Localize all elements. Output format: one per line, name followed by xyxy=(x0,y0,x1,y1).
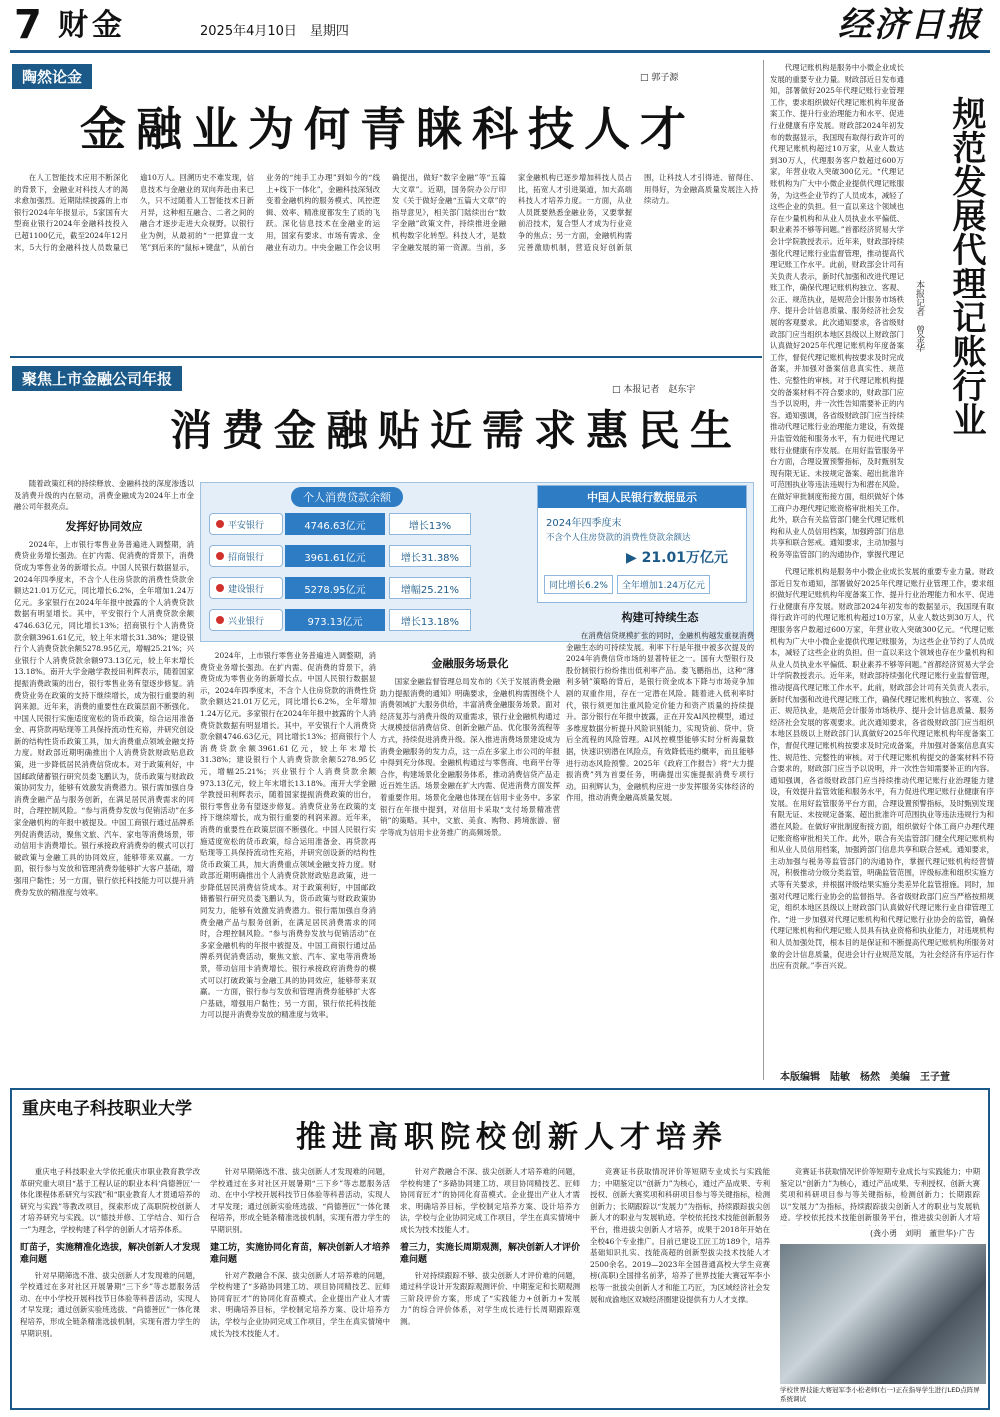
article1-rule xyxy=(10,356,762,358)
ad-school-name: 重庆电子科技职业大学 xyxy=(22,1099,192,1119)
pboc-value: ▶ 21.01万亿元 xyxy=(626,550,728,566)
column-divider xyxy=(763,60,764,1080)
header-rule xyxy=(10,50,990,53)
bank-row xyxy=(209,575,479,601)
section-name: 财金 xyxy=(58,8,126,43)
bank-row xyxy=(209,511,479,537)
bank-growth: 增幅25.21% xyxy=(389,577,471,599)
pboc-annual: 全年增加1.24万亿元 xyxy=(617,575,710,594)
subhead-synergy: 发挥好协同效应 xyxy=(65,519,143,533)
ad-col1: 重庆电子科技职业大学依托重庆市职业教育教学改革研究重大项目“基于工程认证的职业本科‘尚德善匠’一体化课程体系研究与实践”和“职业教育人才贯通培养的研究与实践”等教改项目，探索形成了高职院校创新人才培养研究与实践。以“德技并修、工学结合、知行合一”为理念，学校构建了科学的创新人才培养体系。 盯苗子，实施精准化选拔，解决创新人才发现难问题 针对早期筛选不准、拔尖创新人才发现难的问题，学校通过在多对社区开展暑期“三下乡”等志愿服务活动、在中小学校开展科技节日体验等科普活动，实现人才早发现；通过创新实验班选拔、“尚德善匠”一体化课程培养，形成全链条精准选拔机制，实现有潜力学生的早期识别。 xyxy=(20,1167,200,1338)
ad-col4: 竞赛证书获取情况评价等短期专业成长与实践能力；中期鉴定以“创新力”为核心，通过产品成果、专利授权、创新大赛奖项和科研项目参与等关键指标，检测创新力；长期跟踪以“发展力”为指标，持续跟踪拔尖创新人才的职业与发展轨迹。学校依托技术技能创新服务平台，推进拔尖创新人才培养，成果于2018年开始在全校46个专业推广。目前已建设工匠工坊189个，培养基础知识扎实、技能高超的创新型拔尖技术技能人才2500余名。2019—2023年全国普通高校大学生竞赛榜(高职)全国排名前茅，培养了世界技能大赛冠军李小松等一批拔尖创新人才和能工巧匠，为区域经济社会发展和成渝地区双城经济圈建设提供有力人才支撑。 xyxy=(590,1167,770,1304)
article3-body-bottom: 代理记账机构是服务中小微企业成长发展的重要专业力量。财政部近日发布通知，部署做好2025年代理记账行业管理工作，要求组织做好代理记账机构年度备案工作、提升行业治理能力和水平、促进行业健康有序发展。财政部2024年初发布的数据显示，我国现有取得行政许可的代理记账机构超过10万家，从业人数达到30万人，代理服务客户数超过600万家，年营业收入突破300亿元。“代理记账机构为广大中小微企业提供代理记账服务，为这些企业节约了人员成本，减轻了这些企业的负担。但一直以来这个领域也存在少量机构和从业人员执业水平偏低、职业素养不够等问题。”首都经济贸易大学会计学院教授表示。近年来，财政部持续强化代理记账行业监督管理，推动提高代理记账工作水平。此前，财政部会计司有关负责人表示，新时代加强和改进代理记账工作，确保代理记账机构独立、客观、公正、规范执业，是规范会计服务市场秩序、提升会计信息质量、服务经济社会发展的客观要求。此次通知要求，各省级财政部门应当组织本地区县级以上财政部门认真做好2025年代理记账机构年度备案工作，督促代理记账机构按要求及时完成备案，并加强对备案信息真实性、规范性、完整性的审核。对于代理记账机构提交的备案材料不符合要求的，财政部门应当予以说明，并一次性告知需要补正的内容。通知强调，各省级财政部门应当持续推动代理记账行业治理能力建设，有效提升监管效能和服务水平，有力促进代理记账行业健康有序发展。在用好监管服务平台方面，合理设置预警指标，及时甄别发现有限无证、未按规定备案、超出批准许可范围执业等违法违规行为和潜在风险。在做好审批制度衔接方面，组织做好个体工商户办理代理记账资格审批相关工作。此外，联合有关监管部门健全代理记账机构和从业人员信用档案，加强跨部门信息共享和联合惩戒。通知要求，主动加强与税务等监管部门的沟通协作，掌握代理记账机构经营情况，积极推动分级分类监管，明确监管范围，评级标准和组织实施方式等有关要求，并根据评级结果实施分类差异化监管措施。同时，加强对代理记账行业协会的监督指导。各省级财政部门应当严格按照规定，组织本地区县级以上财政部门认真做好代理记账行业自律管理工作。“进一步加强对代理记账机构和代理记账行业协会的监管，确保代理记账机构和代理记账人员具有执业资格和执业能力，对违规机构和人员加强处罚，根本目的是保证和不断提高代理记账机构所服务对象的会计信息质量，促进会计行业规范发展，为社会经济有序运行作出应有贡献。”李百兴说。 xyxy=(770,567,994,971)
bank-logo-icon xyxy=(216,584,224,592)
subhead-scenario: 金融服务场景化 xyxy=(431,657,509,670)
bank-badge: 兴业银行 xyxy=(209,609,283,631)
article3-byline: 本报记者 曾金华 xyxy=(914,280,924,352)
page-number: 7 xyxy=(14,2,42,48)
infographic-left-title: 个人消费贷款余额 xyxy=(291,487,403,507)
article3-title: 规范发展代理记账行业 xyxy=(946,96,986,436)
bank-row xyxy=(209,543,479,569)
ad-photo xyxy=(780,1244,986,1384)
bank-logo-icon xyxy=(216,520,224,528)
bank-logo-icon xyxy=(216,616,224,624)
issue-date: 2025年4月10日 星期四 xyxy=(200,24,349,39)
pboc-desc2: 不含个人住房贷款的消费性贷款余额达 xyxy=(546,533,691,543)
pboc-desc1: 2024年四季度末 xyxy=(546,518,622,529)
pboc-yoy: 同比增长6.2% xyxy=(544,575,613,594)
ad-subhead-3: 着三力，实施长周期观测，解决创新人才评价难问题 xyxy=(400,1242,580,1265)
article1-byline: □ 郭子源 xyxy=(640,73,679,83)
bank-list xyxy=(209,511,479,633)
ad-col2: 针对早期筛选不准、拔尖创新人才发现难的问题，学校通过在多对社区开展暑期“三下乡”等志愿服务活动、在中小学校开展科技节日体验等科普活动，实现人才早发现；通过创新实验班选拔、“尚德善匠”一体化课程培养，形成全链条精准选拔机制，实现有潜力学生的早期识别。 建工坊，实施协同化育苗，解决创新人才培养难问题 针对产教融合不深、拔尖创新人才培养难的问题，学校构建了“多路协同建工坊、项目协同精技艺、匠师协同育匠才”的协同化育苗模式。企业提出产业人才需求、明确培养目标，学校制定培养方案、设计培养方法，学校与企业协同完成工作项目，学生在真实情境中成长为技术技能人才。 xyxy=(210,1167,390,1338)
pboc-title: 中国人民银行数据显示 xyxy=(538,486,746,508)
article3-body-top: 代理记账机构是服务中小微企业成长发展的重要专业力量。财政部近日发布通知，部署做好2025年代理记账行业管理工作，要求组织做好代理记账机构年度备案工作、提升行业治理能力和水平、促进行业健康有序发展。财政部2024年初发布的数据显示，我国现有取得行政许可的代理记账机构超过10万家，从业人数达到30万人，代理服务客户数超过600万家，年营业收入突破300亿元。“代理记账机构为广大中小微企业提供代理记账服务，为这些企业节约了人员成本，减轻了这些企业的负担。但一直以来这个领域也存在少量机构和从业人员执业水平偏低、职业素养不够等问题。”首都经济贸易大学会计学院教授表示。近年来，财政部持续强化代理记账行业监督管理，推动提高代理记账工作水平。此前，财政部会计司有关负责人表示，新时代加强和改进代理记账工作，确保代理记账机构独立、客观、公正、规范执业，是规范会计服务市场秩序、提升会计信息质量、服务经济社会发展的客观要求。此次通知要求，各省级财政部门应当组织本地区县级以上财政部门认真做好2025年代理记账机构年度备案工作，督促代理记账机构按要求及时完成备案，并加强对备案信息真实性、规范性、完整性的审核。对于代理记账机构提交的备案材料不符合要求的，财政部门应当予以说明，并一次性告知需要补正的内容。通知强调，各省级财政部门应当持续推动代理记账行业治理能力建设，有效提升监管效能和服务水平，有力促进代理记账行业健康有序发展。在用好监管服务平台方面，合理设置预警指标，及时甄别发现有限无证、未按规定备案、超出批准许可范围执业等违法违规行为和潜在风险。在做好审批制度衔接方面，组织做好个体工商户办理代理记账资格审批相关工作。此外，联合有关监管部门健全代理记账机构和从业人员信用档案，加强跨部门信息共享和联合惩戒。通知要求，主动加强与税务等监管部门的沟通协作，掌握代理记 xyxy=(770,63,904,559)
bank-badge: 建设银行 xyxy=(209,577,283,599)
article1-title: 金融业为何青睐科技人才 xyxy=(80,102,696,156)
ad-credit: (龚小勇 刘明 董世华)·广告 xyxy=(870,1229,975,1238)
column-tag-annual-report: 聚焦上市金融公司年报 xyxy=(12,366,182,391)
article2-col1: 随着政策红利的持续释放、金融科技的深度渗透以及消费升级的内在驱动，消费金融成为2024年上市金融公司年报亮点。 发挥好协同效应 2024年，上市银行零售业务普遍进入调整期，消费贷业务增长强劲。在扩内需、促消费的背景下，消费贷成为零售业务的新增长点。中国人民银行数据显示，2024年四季度末，不含个人住房贷款的消费性贷款余额达21.01万亿元，同比增长6.2%，全年增加1.24万亿元。多家银行在2024年年报中披露的个人消费贷款数据有明显增长。其中，平安银行个人消费贷款余额4746.63亿元，同比增长13%；招商银行个人消费贷款余额3961.61亿元，较上年末增长31.38%；建设银行个人消费贷款余额5278.95亿元，增幅25.21%；兴业银行个人消费贷款余额973.13亿元，较上年末增长13.18%。南开大学金融学教授田利辉表示，随着国家提振消费政策的出台，银行零售业务有望逐步修复。消费贷业务在政策的支持下继续增长，成为银行重要的利润来源。近年来，消费的重要性在政策层面不断强化。中国人民银行实施适度宽松的货币政策，综合运用准备金、再贷款再贴现等工具保持流动性充裕，并研究创设新的结构性货币政策工具，加大消费重点领域金融支持力度。财政部近期明确推出个人消费贷款财政贴息政策，进一步降低居民消费信贷成本。对于政策利好，中国邮政储蓄银行研究员娄飞鹏认为，货币政策与财政政策协同发力，能够有效激发消费潜力。银行需加强自身消费金融产品与服务创新，在满足居民消费需求的同时，合理控制风险。“参与消费券发放与促销活动”在多家金融机构的年报中被提及。中国工商银行通过品牌系列促消费活动，聚焦文旅、汽车、家电等消费场景，带动信用卡消费增长。银行承接政府消费券的模式可以打破政策与金融工具的协同效应，能够带来双赢。一方面，银行参与发放和管理消费券能够扩大客户基础，增强用户黏性；另一方面，银行依托科技能力可以提升消费券发放的精准度与效率。 xyxy=(14,479,194,897)
bank-amount: 3961.61亿元 xyxy=(285,545,385,567)
bank-growth: 增长31.38% xyxy=(389,545,471,567)
article2-title: 消费金融贴近需求惠民生 xyxy=(170,406,743,455)
ad-photo-caption: 学校世界技能大赛冠军李小松老师(右一)正在指导学生进行LED点阵屏系统调试 xyxy=(780,1386,980,1403)
ad-col5: 竞赛证书获取情况评价等短期专业成长与实践能力；中期鉴定以“创新力”为核心，通过产品成果、专利授权、创新大赛奖项和科研项目参与等关键指标，检测创新力；长期跟踪以“发展力”为指标，持续跟踪拔尖创新人才的职业与发展轨迹。学校依托技术技能创新服务平台，推进拔尖创新人才培 xyxy=(780,1167,980,1223)
bank-amount: 5278.95亿元 xyxy=(285,577,385,599)
ad-col3: 针对产教融合不深、拔尖创新人才培养难的问题，学校构建了“多路协同建工坊、项目协同精技艺、匠师协同育匠才”的协同化育苗模式。企业提出产业人才需求、明确培养目标，学校制定培养方案、设计培养方法，学校与企业协同完成工作项目，学生在真实情境中成长为技术技能人才。 着三力，实施长周期观测，解决创新人才评价难问题 针对持续跟踪不够、拔尖创新人才评价难的问题，通过科学设计开发跟踪观测评价、中期鉴定和长期观测三阶段评价方案，形成了“实践能力+创新力+发展力”的综合评价体系，对学生成长进行长周期跟踪观测。 xyxy=(400,1167,580,1326)
column-tag-taoran: 陶然论金 xyxy=(12,64,92,89)
article2-col4: 构建可持续生态 在消费信贷规模扩张的同时，金融机构越发重视消费金融生态的可持续发展。利率下行是年报中被多次提及的2024年消费信贷市场的显著特征之一。国有大型银行及股份制银行纷纷推出低利率产品。娄飞鹏指出，这种“薄利多销”策略的背后，是银行资金成本下降与市场竞争加剧的双重作用，存在一定潜在风险。随着进入低利率时代，银行须更加注重风险定价能力和资产质量的持续提升。部分银行在年报中披露，正在开发AI风控模型，通过多维度数据分析提升风险识别能力，实现贷前、贷中、贷后全流程的风险管理。AI风控模型能够实时分析海量数据，快速识别潜在风险点，有效降低违约概率，而且能够进行动态风险预警。2025年《政府工作报告》将“大力提振消费”列为首要任务，明确提出实施提振消费专项行动。田利辉认为，金融机构应进一步发挥服务实体经济的作用，推动消费金融高质量发展。 xyxy=(566,611,754,803)
editors-credit: 本版编辑 陆敏 杨然 美编 王子萱 xyxy=(780,1072,950,1083)
article2-col3: 金融服务场景化 国家金融监督管理总局发布的《关于发展消费金融助力提振消费的通知》明确要求，金融机构需围绕个人消费领域扩大服务供给，丰富消费金融服务场景。面对经济复苏与消费升级的双重需求，银行业金融机构通过大规模授信消费信贷、创新金融产品、优化服务流程等方式，持续促进消费升级。深入推进消费场景建设成为消费金融服务的发力点，这一点在多家上市公司的年报中得到充分体现。金融机构通过与零售商、电商平台等合作，构建场景化金融服务体系，推动消费信贷产品走近百姓生活。场景金融在扩大内需、促进消费方面发挥着重要作用。场景化金融也体现在信用卡业务中。多家银行在年报中提到，对信用卡采取“支付场景精准营销”的策略。其中，文旅、美食、购物、跨境旅游、留学等成为信用卡业务推广的高频场景。 xyxy=(380,657,560,837)
ad-subhead-1: 盯苗子，实施精准化选拔，解决创新人才发现难问题 xyxy=(20,1242,200,1265)
bank-growth: 增长13% xyxy=(389,513,471,535)
bank-badge: 平安银行 xyxy=(209,513,283,535)
pboc-stats xyxy=(538,567,746,594)
newspaper-logo: 经济日报 xyxy=(838,5,982,45)
bank-growth: 增长13.18% xyxy=(389,609,471,631)
subhead-ecosystem: 构建可持续生态 xyxy=(621,611,699,624)
article2-col2: 2024年，上市银行零售业务普遍进入调整期，消费贷业务增长强劲。在扩内需、促消费的背景下，消费贷成为零售业务的新增长点。中国人民银行数据显示，2024年四季度末，不含个人住房贷款的消费性贷款余额达21.01万亿元，同比增长6.2%，全年增加1.24万亿元。多家银行在2024年年报中披露的个人消费贷款数据有明显增长。其中，平安银行个人消费贷款余额4746.63亿元，同比增长13%；招商银行个人消费贷款余额3961.61亿元，较上年末增长31.38%；建设银行个人消费贷款余额5278.95亿元，增幅25.21%；兴业银行个人消费贷款余额973.13亿元，较上年末增长13.18%。南开大学金融学教授田利辉表示，随着国家提振消费政策的出台，银行零售业务有望逐步修复。消费贷业务在政策的支持下继续增长，成为银行重要的利润来源。近年来，消费的重要性在政策层面不断强化。中国人民银行实施适度宽松的货币政策，综合运用准备金、再贷款再贴现等工具保持流动性充裕，并研究创设新的结构性货币政策工具，加大消费重点领域金融支持力度。财政部近期明确推出个人消费贷款财政贴息政策，进一步降低居民消费信贷成本。对于政策利好，中国邮政储蓄银行研究员娄飞鹏认为，货币政策与财政政策协同发力，能够有效激发消费潜力。银行需加强自身消费金融产品与服务创新，在满足居民消费需求的同时，合理控制风险。“参与消费券发放与促销活动”在多家金融机构的年报中被提及。中国工商银行通过品牌系列促消费活动，聚焦文旅、汽车、家电等消费场景，带动信用卡消费增长。银行承接政府消费券的模式可以打破政策与金融工具的协同效应，能够带来双赢。一方面，银行参与发放和管理消费券能够扩大客户基础，增强用户黏性；另一方面，银行依托科技能力可以提升消费券发放的精准度与效率。 xyxy=(200,651,376,1020)
article1-body: 在人工智能技术应用不断深化的背景下，金融业对科技人才的渴求愈加强烈。近期陆续披露的上市银行2024年年报显示，5家国有大型商业银行2024年金融科技投入已超1100亿元，截至2024年12月末，5大行的金融科技人员数量已逾10万人。回溯历史不难发现，信息技术与金融业的双向奔赴由来已久，只不过随着人工智能技术日新月异，这种相互融合、二者之间的融合才逐步走进大众视野。以银行业为例，从最初的“一把算盘一支笔”到后来的“鼠标+键盘”，从前台业务的“纯手工办理”到如今的“线上+线下一体化”，金融科技深刻改变着金融机构的服务模式、风控逻辑、效率、精准度都发生了质的飞跃。深化信息技术在金融业的运用，国家有要求、市场有需求、金融业有动力。中央金融工作会议明确提出，做好“数字金融”等“五篇大文章”。近期，国务院办公厅印发《关于做好金融“五篇大文章”的指导意见》，相关部门陆续出台“数字金融”政策文件，持续推进金融机构数字化转型。科技人才，是数字金融发展的第一资源。当前，多家金融机构已逐步增加科技人员占比，拓宽人才引进渠道，加大高端科技人才培养力度。一方面，从业人员既要熟悉金融业务，又要掌握前沿技术，复合型人才成为行业竞争的焦点；另一方面，金融机构需完善激励机制，营造良好创新氛围，让科技人才引得进、留得住、用得好，为金融高质量发展注入持续动力。 xyxy=(14,173,758,252)
bank-badge: 招商银行 xyxy=(209,545,283,567)
pboc-panel xyxy=(537,485,747,603)
bank-amount: 973.13亿元 xyxy=(285,609,385,631)
ad-subhead-2: 建工坊，实施协同化育苗，解决创新人才培养难问题 xyxy=(210,1242,390,1265)
ad-title: 推进高职院校创新人才培养 xyxy=(296,1120,728,1155)
bank-logo-icon xyxy=(216,552,224,560)
article2-byline: □ 本报记者 赵东宇 xyxy=(612,385,696,395)
bank-row xyxy=(209,607,479,633)
bank-amount: 4746.63亿元 xyxy=(285,513,385,535)
